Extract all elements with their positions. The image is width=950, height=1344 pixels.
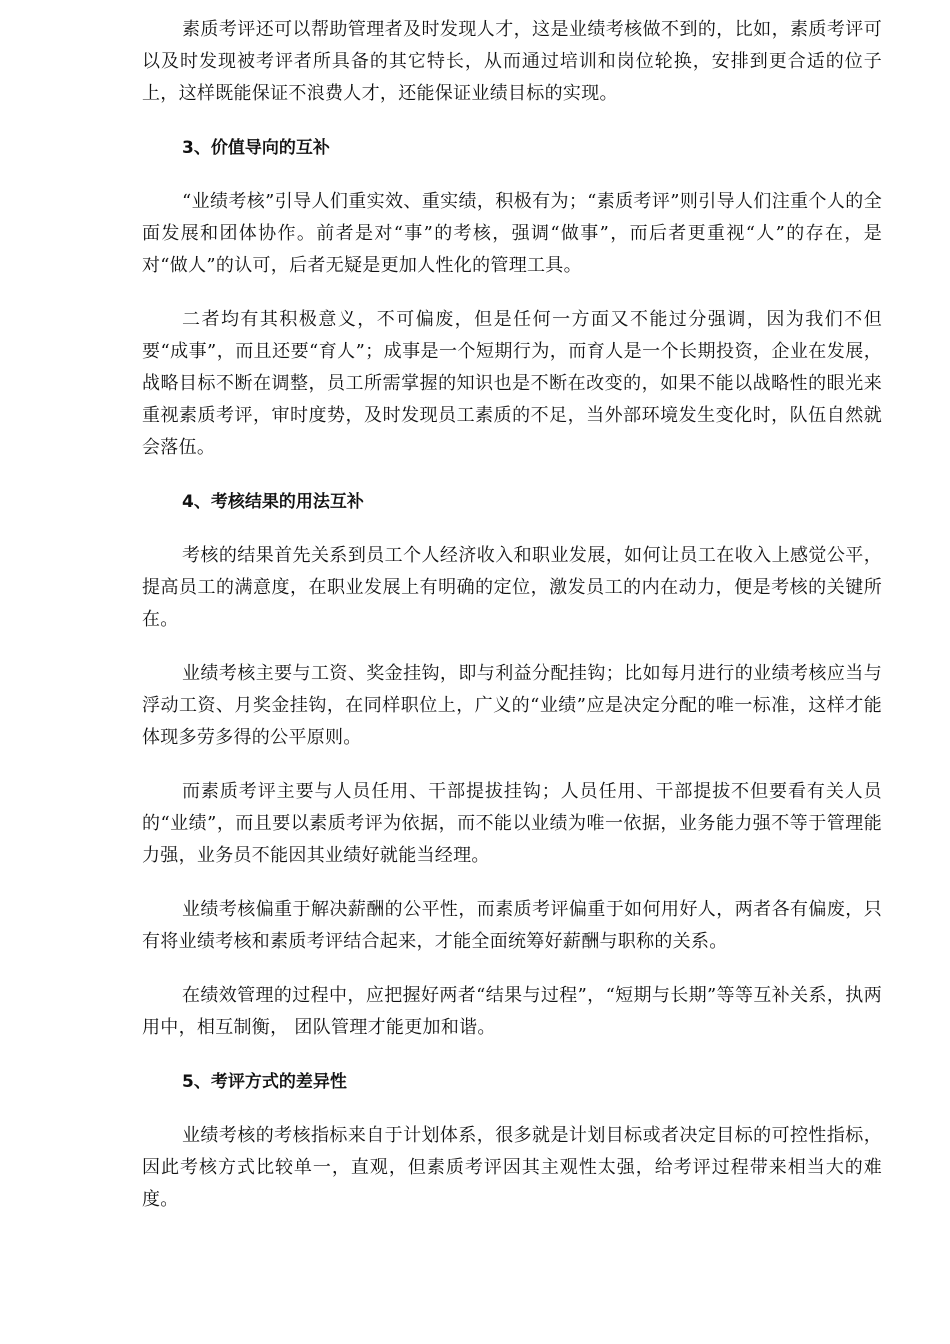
paragraph-fairness-balance: 业绩考核偏重于解决薪酬的公平性，而素质考评偏重于如何用好人，两者各有偏废，只有将业绩考核和素质考评结合起来，才能全面统筹好薪酬与职称的关系。 <box>142 899 882 952</box>
section-heading-3: 3、价值导向的互补 <box>182 138 330 158</box>
spacer <box>142 164 882 186</box>
paragraph-value-orientation: “业绩考核”引导人们重实效、重实绩，积极有为；“素质考评”则引导人们注重个人的全面发展和团体协作。前者是对“事”的考核，强调“做事”，而后者更重视“人”的存在，是对“做人”的认可，后者无疑是更加人性化的管理工具。 <box>142 191 882 276</box>
section-heading-4: 4、考核结果的用法互补 <box>182 492 364 512</box>
spacer <box>142 282 882 304</box>
spacer <box>142 872 882 894</box>
spacer <box>142 1098 882 1120</box>
spacer <box>142 754 882 776</box>
spacer <box>142 1044 882 1066</box>
section-heading-5: 5、考评方式的差异性 <box>182 1072 347 1092</box>
spacer <box>142 110 882 132</box>
spacer <box>142 518 882 540</box>
paragraph-evaluation-method: 业绩考核的考核指标来自于计划体系，很多就是计划目标或者决定目标的可控性指标，因此考核方式比较单一，直观，但素质考评因其主观性太强，给考评过程带来相当大的难度。 <box>142 1125 882 1210</box>
spacer <box>142 464 882 486</box>
paragraph-talent-discovery: 素质考评还可以帮助管理者及时发现人才，这是业绩考核做不到的，比如，素质考评可以及时发现被考评者所具备的其它特长，从而通过培训和岗位轮换，安排到更合适的位子上，这样既能保证不浪费人才，还能保证业绩目标的实现。 <box>142 19 882 104</box>
paragraph-quality-promotion: 而素质考评主要与人员任用、干部提拔挂钩；人员任用、干部提拔不但要看有关人员的“业绩”，而且要以素质考评为依据，而不能以业绩为唯一依据，业务能力强不等于管理能力强，业务员不能因其业绩好就能当经理。 <box>142 781 882 866</box>
paragraph-both-significant: 二者均有其积极意义，不可偏废，但是任何一方面又不能过分强调，因为我们不但要“成事”，而且还要“育人”；成事是一个短期行为，而育人是一个长期投资，企业在发展，战略目标不断在调整，员工所需掌握的知识也是不断在改变的，如果不能以战略性的眼光来重视素质考评，审时度势，及时发现员工素质的不足，当外部环境发生变化时，队伍自然就会落伍。 <box>142 309 882 458</box>
paragraph-management-process: 在绩效管理的过程中，应把握好两者“结果与过程”，“短期与长期”等等互补关系，执两用中，相互制衡， 团队管理才能更加和谐。 <box>142 985 882 1038</box>
paragraph-performance-pay: 业绩考核主要与工资、奖金挂钩，即与利益分配挂钩；比如每月进行的业绩考核应当与浮动工资、月奖金挂钩，在同样职位上，广义的“业绩”应是决定分配的唯一标准，这样才能体现多劳多得的公平原则。 <box>142 663 882 748</box>
spacer <box>142 636 882 658</box>
document-page <box>142 14 882 1216</box>
paragraph-result-relation: 考核的结果首先关系到员工个人经济收入和职业发展，如何让员工在收入上感觉公平，提高员工的满意度，在职业发展上有明确的定位，激发员工的内在动力，便是考核的关键所在。 <box>142 545 882 630</box>
spacer <box>142 958 882 980</box>
